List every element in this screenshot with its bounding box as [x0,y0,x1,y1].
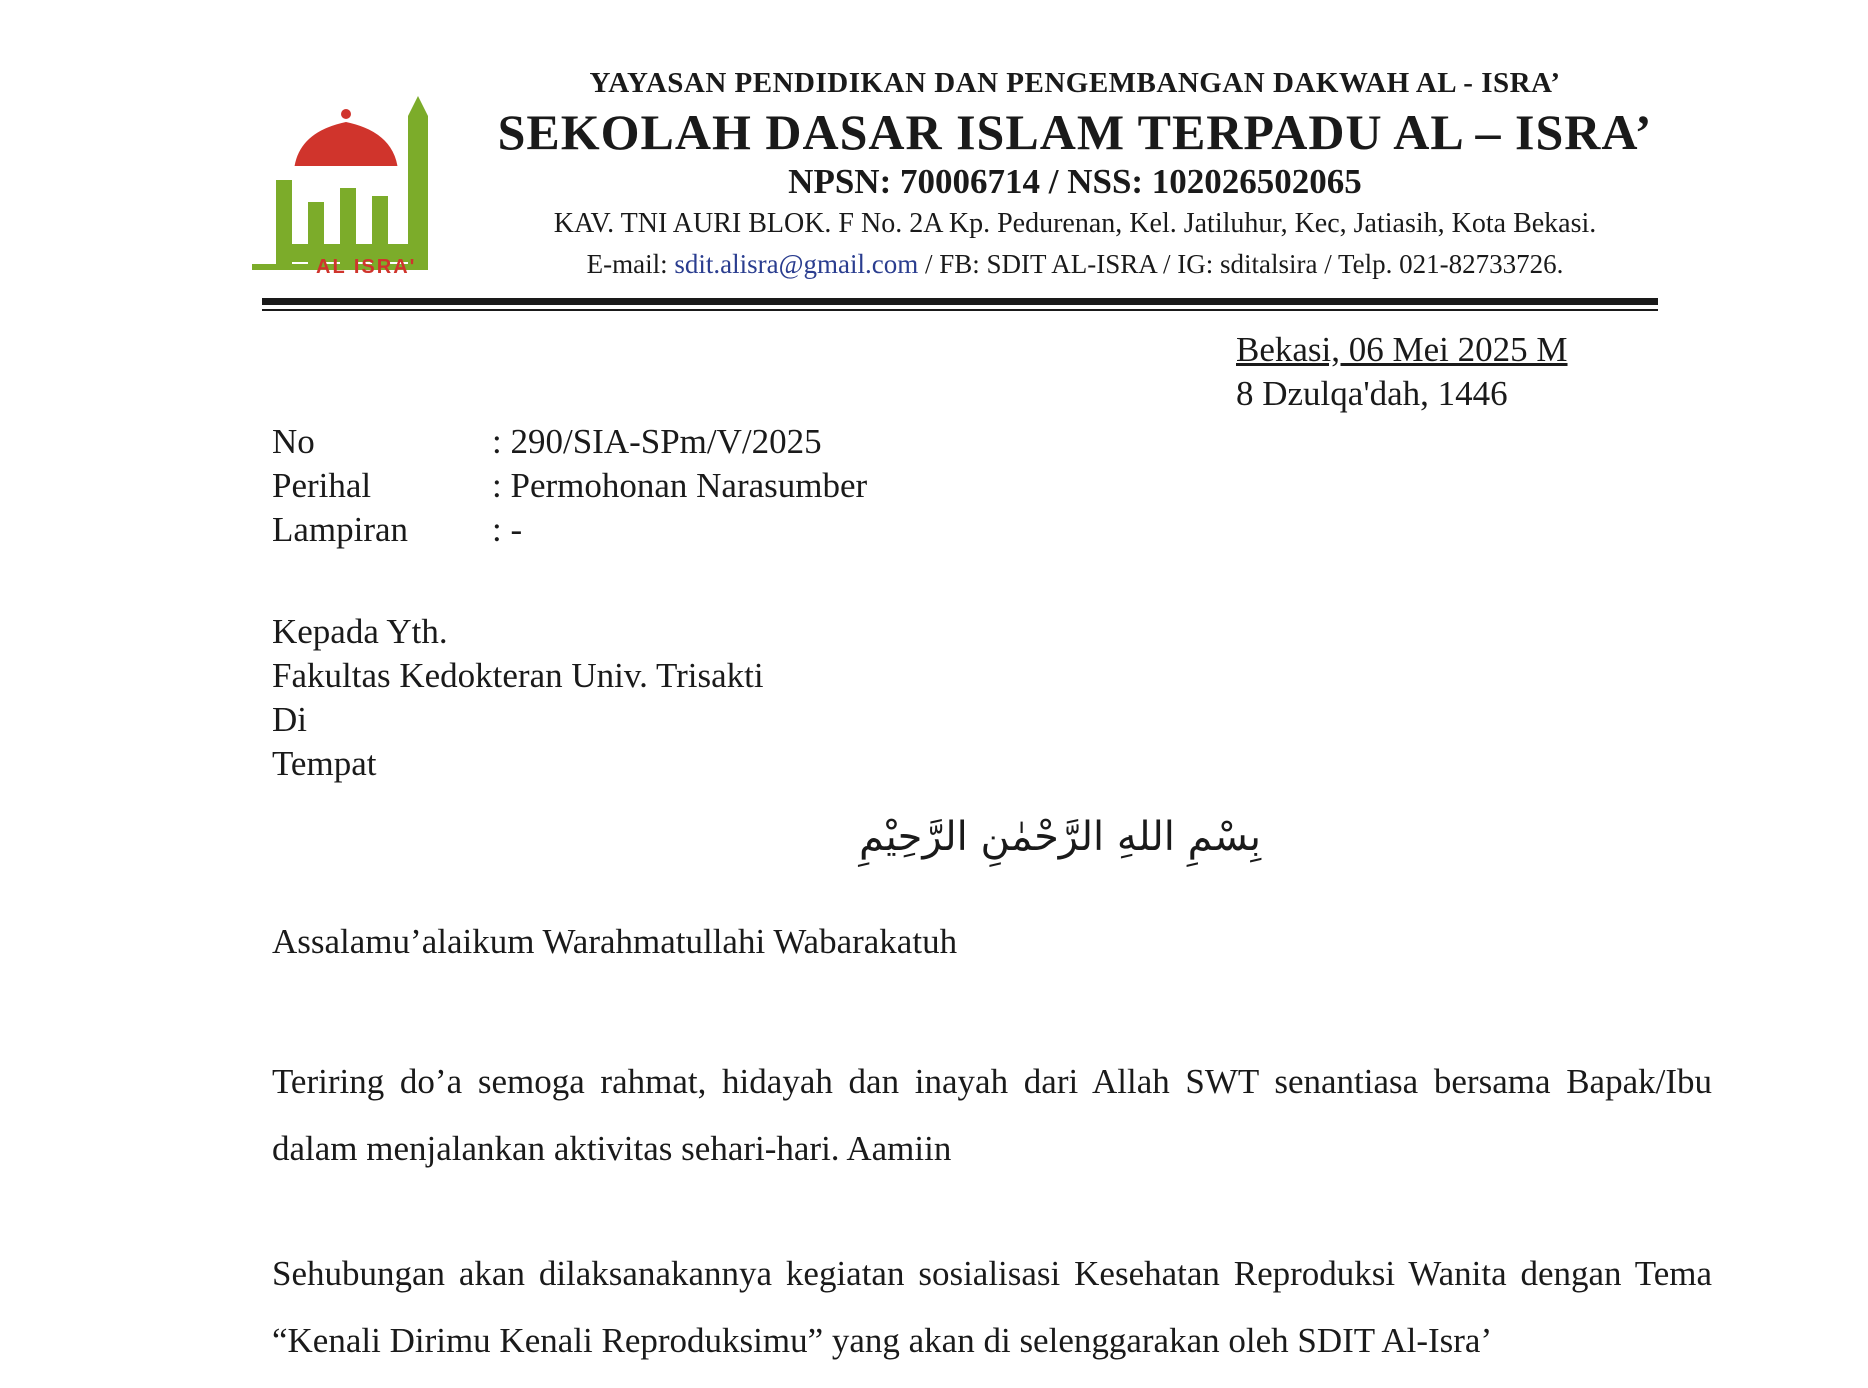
school-address: KAV. TNI AURI BLOK. F No. 2A Kp. Pedurenan, Kel. Jatiluhur, Kec, Jatiasih, Kota Bekasi. [553,208,1597,239]
meta-label: No [272,422,315,461]
body-paragraph-1: Teriring do’a semoga rahmat, hidayah dan inayah dari Allah SWT senantiasa bersama Bapak/Ibu dalam menjalankan aktivitas sehari-hari. Aamiin [272,1062,1712,1168]
contact-prefix: E-mail: [586,249,675,279]
greeting: Assalamu’alaikum Warahmatullahi Wabarakatuh [272,922,958,961]
letterhead-divider-thick [262,298,1658,305]
meta-row-attachment [272,508,867,552]
school-logo-icon [248,92,444,278]
recipient-block [272,610,764,786]
foundation-name: YAYASAN PENDIDIKAN DAN PENGEMBANGAN DAKWAH AL - ISRA’ [589,67,1561,99]
meta-row-subject [272,464,867,508]
letter-date [1236,328,1568,416]
contact-email: sdit.alisra@gmail.com [674,249,919,279]
body-paragraph-2: Sehubungan akan dilaksanakannya kegiatan sosialisasi Kesehatan Reproduksi Wanita dengan Tema “Kenali Dirimu Kenali Reproduksimu” yang akan di selenggarakan oleh SDIT Al-Isra’ [272,1254,1712,1360]
meta-value: : - [492,510,523,549]
letterhead-divider-thin [262,309,1658,311]
date-hijri: 8 Dzulqa'dah, 1446 [1236,374,1508,413]
letter-meta [272,420,867,552]
basmalah: بِسْمِ اللهِ الرَّحْمٰنِ الرَّحِيْمِ [858,814,1262,860]
npsn-nss: NPSN: 70006714 / NSS: 102026502065 [788,162,1362,201]
meta-value: : 290/SIA-SPm/V/2025 [492,422,822,461]
recipient-line: Tempat [272,744,377,783]
school-contact [490,244,1660,284]
recipient-line: Di [272,700,307,739]
meta-value: : Permohonan Narasumber [492,466,868,505]
meta-label: Perihal [272,466,372,505]
letterhead [490,66,1660,284]
meta-label: Lampiran [272,510,409,549]
school-name: SEKOLAH DASAR ISLAM TERPADU AL – ISRA’ [497,104,1653,160]
meta-row-number [272,420,867,464]
date-masehi: Bekasi, 06 Mei 2025 M [1236,330,1568,369]
logo-caption: AL ISRA' [316,256,417,278]
contact-rest: / FB: SDIT AL-ISRA / IG: sditalsira / Telp. 021-82733726. [918,249,1564,279]
recipient-line: Fakultas Kedokteran Univ. Trisakti [272,656,764,695]
recipient-line: Kepada Yth. [272,612,448,651]
